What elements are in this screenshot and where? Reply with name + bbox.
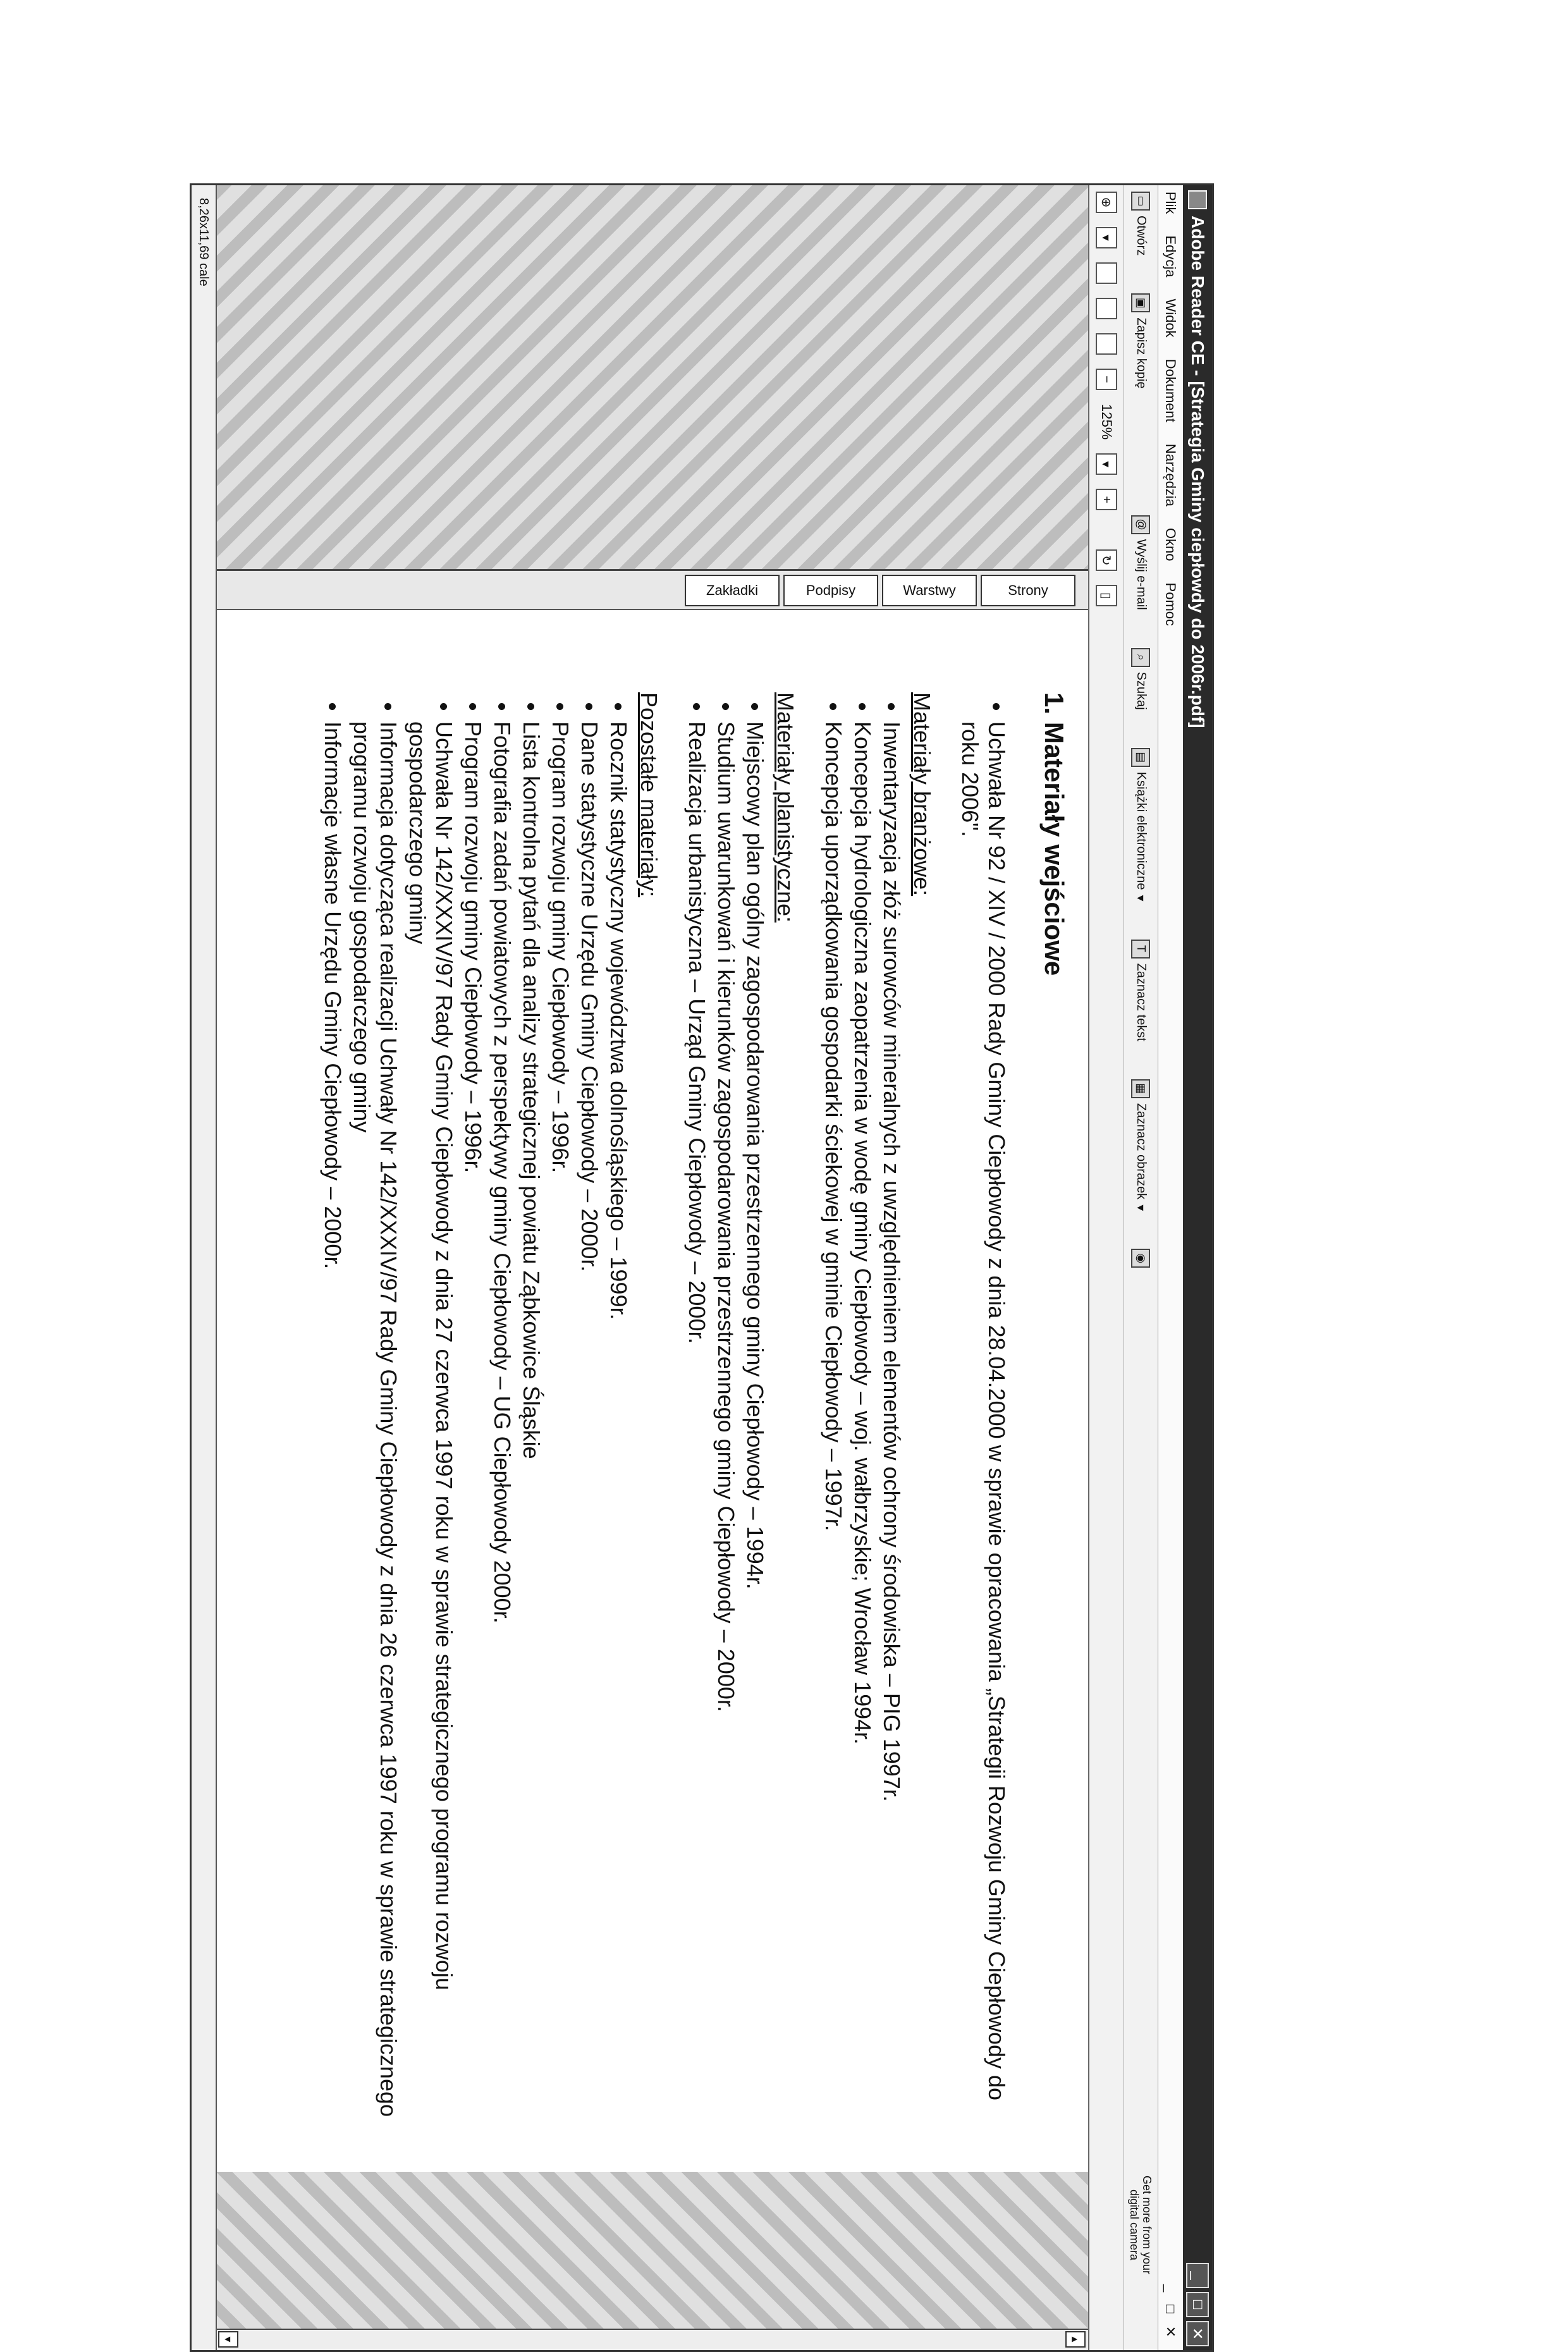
chevron-down-icon: ▾ <box>1134 1204 1148 1211</box>
menu-dokument[interactable]: Dokument <box>1163 358 1179 422</box>
list-item: • Program rozwoju gminy Ciepłowody – 1996r. <box>460 721 486 2147</box>
select-text-button[interactable] <box>1132 940 1151 1041</box>
list-item: • Uchwała Nr 92 / XIV / 2000 Rady Gminy Ciepłowody z dnia 28.04.2000 w sprawie opracowania „Strategii Rozwoju Gminy Ciepłowody do roku 2006". <box>957 721 1010 2147</box>
page-size-readout: 8,26x11,69 cale <box>197 198 211 286</box>
search-button[interactable] <box>1132 648 1151 710</box>
menu-bar <box>1158 185 1183 2350</box>
save-copy-label: Zapisz kopię <box>1134 317 1148 389</box>
list-item: • Program rozwoju gminy Ciepłowody – 1996r. <box>547 721 573 2147</box>
promo-line-2: digital camera <box>1128 2189 1141 2260</box>
fit-page-icon[interactable] <box>1096 298 1117 319</box>
doc-restore-button[interactable]: □ <box>1163 2305 1179 2313</box>
list-item: • Dane statystyczne Urzędu Gminy Ciepłowody – 2000r. <box>576 721 603 2147</box>
list-item: • Miejscowy plan ogólny zagospodarowania przestrzennego gminy Ciepłowody – 1994r. <box>742 721 768 2147</box>
image-select-icon: ▦ <box>1132 1079 1151 1098</box>
navigation-panel <box>216 185 1088 571</box>
section-list-branzowe <box>820 692 905 2147</box>
maximize-button[interactable]: □ <box>1186 2292 1209 2317</box>
camera-icon: ◉ <box>1132 1249 1151 1268</box>
list-item: • Koncepcja hydrologiczna zaopatrzenia w wodę gminy Ciepłowody – woj. wałbrzyskie; Wrocław 1994r. <box>849 721 876 2147</box>
list-item: • Koncepcja uporządkowania gospodarki ściekowej w gminie Ciepłowody – 1997r. <box>820 721 847 2147</box>
scroll-up-icon[interactable]: ▴ <box>1065 2331 1086 2348</box>
menu-narzedzia[interactable]: Narzędzia <box>1163 443 1179 506</box>
open-label: Otwórz <box>1134 216 1148 256</box>
select-image-button[interactable] <box>1132 1079 1151 1211</box>
doc-minimize-button[interactable]: _ <box>1163 2284 1179 2293</box>
email-button[interactable] <box>1132 515 1151 610</box>
zoom-in-button[interactable]: + <box>1096 489 1117 510</box>
zoom-out-button[interactable]: − <box>1096 369 1117 390</box>
right-margin-area <box>216 2172 1088 2350</box>
list-item: • Studium uwarunkowań i kierunków zagospodarowania przestrzennego gminy Ciepłowody – 2000r. <box>713 721 739 2147</box>
actual-size-icon[interactable] <box>1096 262 1117 284</box>
document-heading: 1. Materiały wejściowe <box>1039 692 1069 976</box>
reader-window <box>190 183 1214 2352</box>
app-icon <box>1188 190 1207 209</box>
title-bar <box>1183 185 1212 2350</box>
list-item: • Lista kontrolna pytań dla analizy strategicznej powiatu Ząbkowice Śląskie <box>518 721 544 2147</box>
view-toolbar <box>1088 185 1124 2350</box>
section-title-planistyczne: Materiały planistyczne: <box>773 692 799 923</box>
section-title-pozostale: Pozostałe materiały: <box>636 692 662 898</box>
section-list-planistyczne <box>683 692 768 2147</box>
doc-close-button[interactable]: ✕ <box>1163 2325 1179 2337</box>
close-button[interactable]: ✕ <box>1186 2321 1209 2346</box>
section-title-branzowe: Materiały branżowe: <box>909 692 935 897</box>
vertical-scrollbar[interactable] <box>216 2329 1088 2350</box>
email-icon: @ <box>1132 515 1151 534</box>
page-layout-icon[interactable]: ▯ <box>1096 585 1117 606</box>
promo-line-1: Get more from your <box>1141 2175 1154 2274</box>
ebooks-button[interactable] <box>1132 748 1151 902</box>
navigation-tabs <box>216 571 1088 610</box>
scroll-down-icon[interactable]: ▾ <box>218 2331 238 2348</box>
tab-zakladki[interactable] <box>685 575 780 606</box>
promo-link[interactable] <box>1129 2176 1154 2274</box>
minimize-button[interactable]: _ <box>1186 2263 1209 2288</box>
tab-strony-label: Strony <box>1008 582 1048 598</box>
tab-podpisy[interactable] <box>783 575 878 606</box>
search-label: Szukaj <box>1134 671 1148 710</box>
book-icon: ▤ <box>1132 748 1151 767</box>
window-title: Adobe Reader CE - [Strategia Gminy ciepłowdy do 2006r.pdf] <box>1188 216 1208 728</box>
section-list-pozostale <box>319 692 632 2147</box>
tab-zakladki-label: Zakładki <box>706 582 758 598</box>
menu-okno[interactable]: Okno <box>1163 527 1179 561</box>
status-bar <box>192 185 217 2350</box>
rotate-icon[interactable]: ↻ <box>1096 549 1117 571</box>
email-label: Wyślij e-mail <box>1134 539 1148 610</box>
list-item: • Fotografia zadań powiatowych z perspektywy gminy Ciepłowody – UG Ciepłowody 2000r. <box>489 721 515 2147</box>
zoom-tool-icon[interactable]: ⊕ <box>1096 192 1117 213</box>
tab-warstwy[interactable] <box>882 575 977 606</box>
list-item: • Uchwała Nr 142/XXXIV/97 Rady Gminy Ciepłowody z dnia 27 czerwca 1997 roku w sprawie strategicznego programu rozwoju gospodarczego gminy <box>404 721 457 2147</box>
save-copy-button[interactable] <box>1132 293 1151 388</box>
tab-strony[interactable] <box>981 575 1075 606</box>
zoom-dropdown-icon[interactable]: ▾ <box>1096 453 1117 475</box>
select-text-label: Zaznacz tekst <box>1134 963 1148 1041</box>
menu-pomoc[interactable]: Pomoc <box>1163 582 1179 627</box>
chevron-down-icon[interactable]: ▾ <box>1096 227 1117 248</box>
folder-open-icon: ▭ <box>1132 192 1151 211</box>
save-icon: ▣ <box>1132 293 1151 312</box>
open-button[interactable] <box>1132 192 1151 255</box>
intro-list <box>957 692 1010 2147</box>
list-item: • Rocznik statystyczny województwa dolnośląskiego – 1999r. <box>605 721 632 2147</box>
main-toolbar <box>1124 185 1158 2350</box>
menu-widok[interactable]: Widok <box>1163 298 1179 338</box>
zoom-level[interactable]: 125% <box>1099 404 1115 440</box>
list-item: • Inwentaryzacja złóż surowców mineralnych z uwzględnieniem elementów ochrony środowiska – PIG 1997r. <box>878 721 905 2147</box>
camera-button[interactable] <box>1132 1249 1151 1273</box>
search-icon: ⌕ <box>1132 648 1151 667</box>
document-window-controls <box>1163 2272 1179 2337</box>
fit-width-icon[interactable] <box>1096 333 1117 355</box>
menu-edycja[interactable]: Edycja <box>1163 235 1179 278</box>
text-cursor-icon: T <box>1132 940 1151 959</box>
select-image-label: Zaznacz obrazek <box>1134 1103 1148 1200</box>
tab-warstwy-label: Warstwy <box>903 582 956 598</box>
chevron-down-icon: ▾ <box>1134 895 1148 902</box>
list-item: • Informacja dotycząca realizacji Uchwały Nr 142/XXXIV/97 Rady Gminy Ciepłowody z dnia 26 czerwca 1997 roku w sprawie strategicznego programu rozwoju gospodarczego gminy <box>348 721 401 2147</box>
tab-podpisy-label: Podpisy <box>805 582 856 598</box>
ebooks-label: Książki elektroniczne <box>1134 771 1148 890</box>
menu-plik[interactable]: Plik <box>1163 192 1179 214</box>
list-item: • Informacje własne Urzędu Gminy Ciepłowody – 2000r. <box>319 721 346 2147</box>
document-area[interactable] <box>216 610 1088 2172</box>
list-item: • Realizacja urbanistyczna – Urząd Gminy Ciepłowody – 2000r. <box>683 721 710 2147</box>
document-page <box>317 692 1069 2147</box>
